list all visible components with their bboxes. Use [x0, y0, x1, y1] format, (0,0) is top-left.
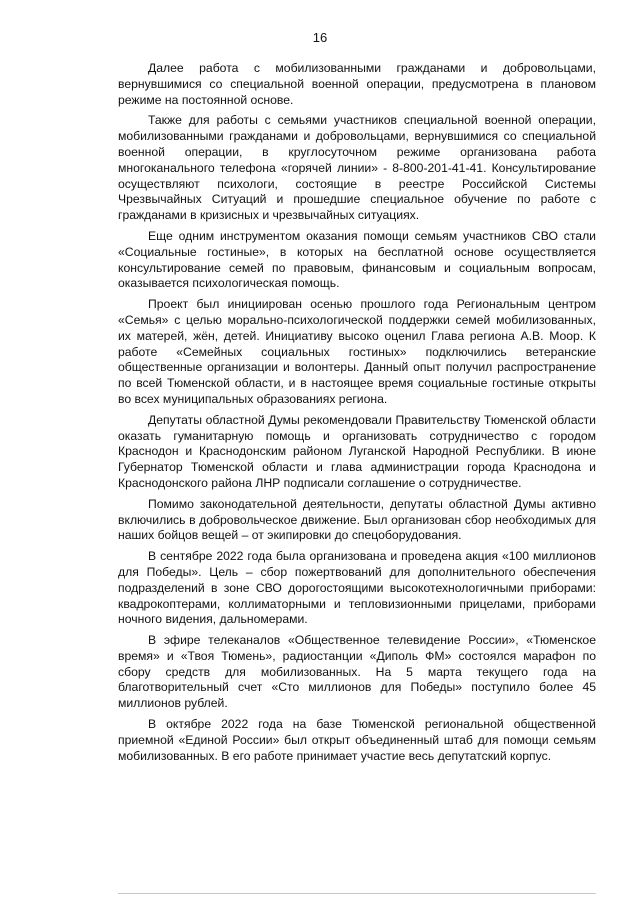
paragraph-social-lounges: Еще одним инструментом оказания помощи семьям участников СВО стали «Социальные гостиные», в которых на бесплатной основе осуществляется консультирование семей по правовым, финансовым и социальным вопросам, оказывается психологическая помощь. [118, 228, 596, 291]
document-body [118, 61, 596, 769]
footer-divider [118, 893, 596, 894]
paragraph-mobilized-work: Далее работа с мобилизованными гражданами и добровольцами, вернувшимися со специальной военной операции, предусмотрена в плановом режиме на постоянной основе. [118, 61, 596, 107]
paragraph-tv-marathon: В эфире телеканалов «Общественное телевидение России», «Тюменское время» и «Твоя Тюмень», радиостанции «Диполь ФМ» состоялся марафон по сбору средств для мобилизованных. На 5 марта текущего года на благотворительный счет «Сто миллионов для Победы» поступило более 45 миллионов рублей. [118, 633, 596, 711]
page-number: 16 [312, 30, 328, 45]
paragraph-volunteer-movement: Помимо законодательной деятельности, депутаты областной Думы активно включились в добровольческое движение. Был организован сбор необходимых для наших бойцов вещей – от экипировки до спецоборудования. [118, 496, 596, 543]
paragraph-hotline: Также для работы с семьями участников специальной военной операции, мобилизованными гражданами и добровольцами, вернувшимися со специальной военной операции, в круглосуточном режиме организована работа многоканального телефона «горячей линии» - 8-800-201-41-41. Консультирование осуществляют психологи, состоящие в реестре Российской Системы Чрезвычайных Ситуаций и прошедшие специальное обучение по работе с гражданами в кризисных и чрезвычайных ситуациях. [118, 113, 596, 223]
paragraph-100-million-campaign: В сентябре 2022 года была организована и проведена акция «100 миллионов для Победы». Цель – сбор пожертвований для дополнительного обеспечения подразделений в зоне СВО дорогостоящими высокотехнологичными приборами: квадрокоптерами, коллиматорными и тепловизионными прицелами, приборами ночного видения, дальномерами. [118, 549, 596, 627]
paragraph-krasnodon-cooperation: Депутаты областной Думы рекомендовали Правительству Тюменской области оказать гуманитарную помощь и организовать сотрудничество с городом Краснодон и Краснодонским районом Луганской Народной Республики. В июне Губернатор Тюменской области и глава администрации города Краснодона и Краснодонского района ЛНР подписали соглашение о сотрудничестве. [118, 412, 596, 490]
paragraph-united-headquarters: В октябре 2022 года на базе Тюменской региональной общественной приемной «Единой России» был открыт объединенный штаб для помощи семьям мобилизованных. В его работе принимает участие весь депутатский корпус. [118, 717, 596, 763]
paragraph-project-origin: Проект был инициирован осенью прошлого года Региональным центром «Семья» с целью морально-психологической поддержки семей мобилизованных, их матерей, жён, детей. Инициативу высоко оценил Глава региона А.В. Моор. К работе «Семейных социальных гостиных» подключились ветеранские общественные организации и волонтеры. Данный опыт получил распространение по всей Тюменской области, и в настоящее время социальные гостиные открыты во всех муниципальных образованиях региона. [118, 297, 596, 406]
